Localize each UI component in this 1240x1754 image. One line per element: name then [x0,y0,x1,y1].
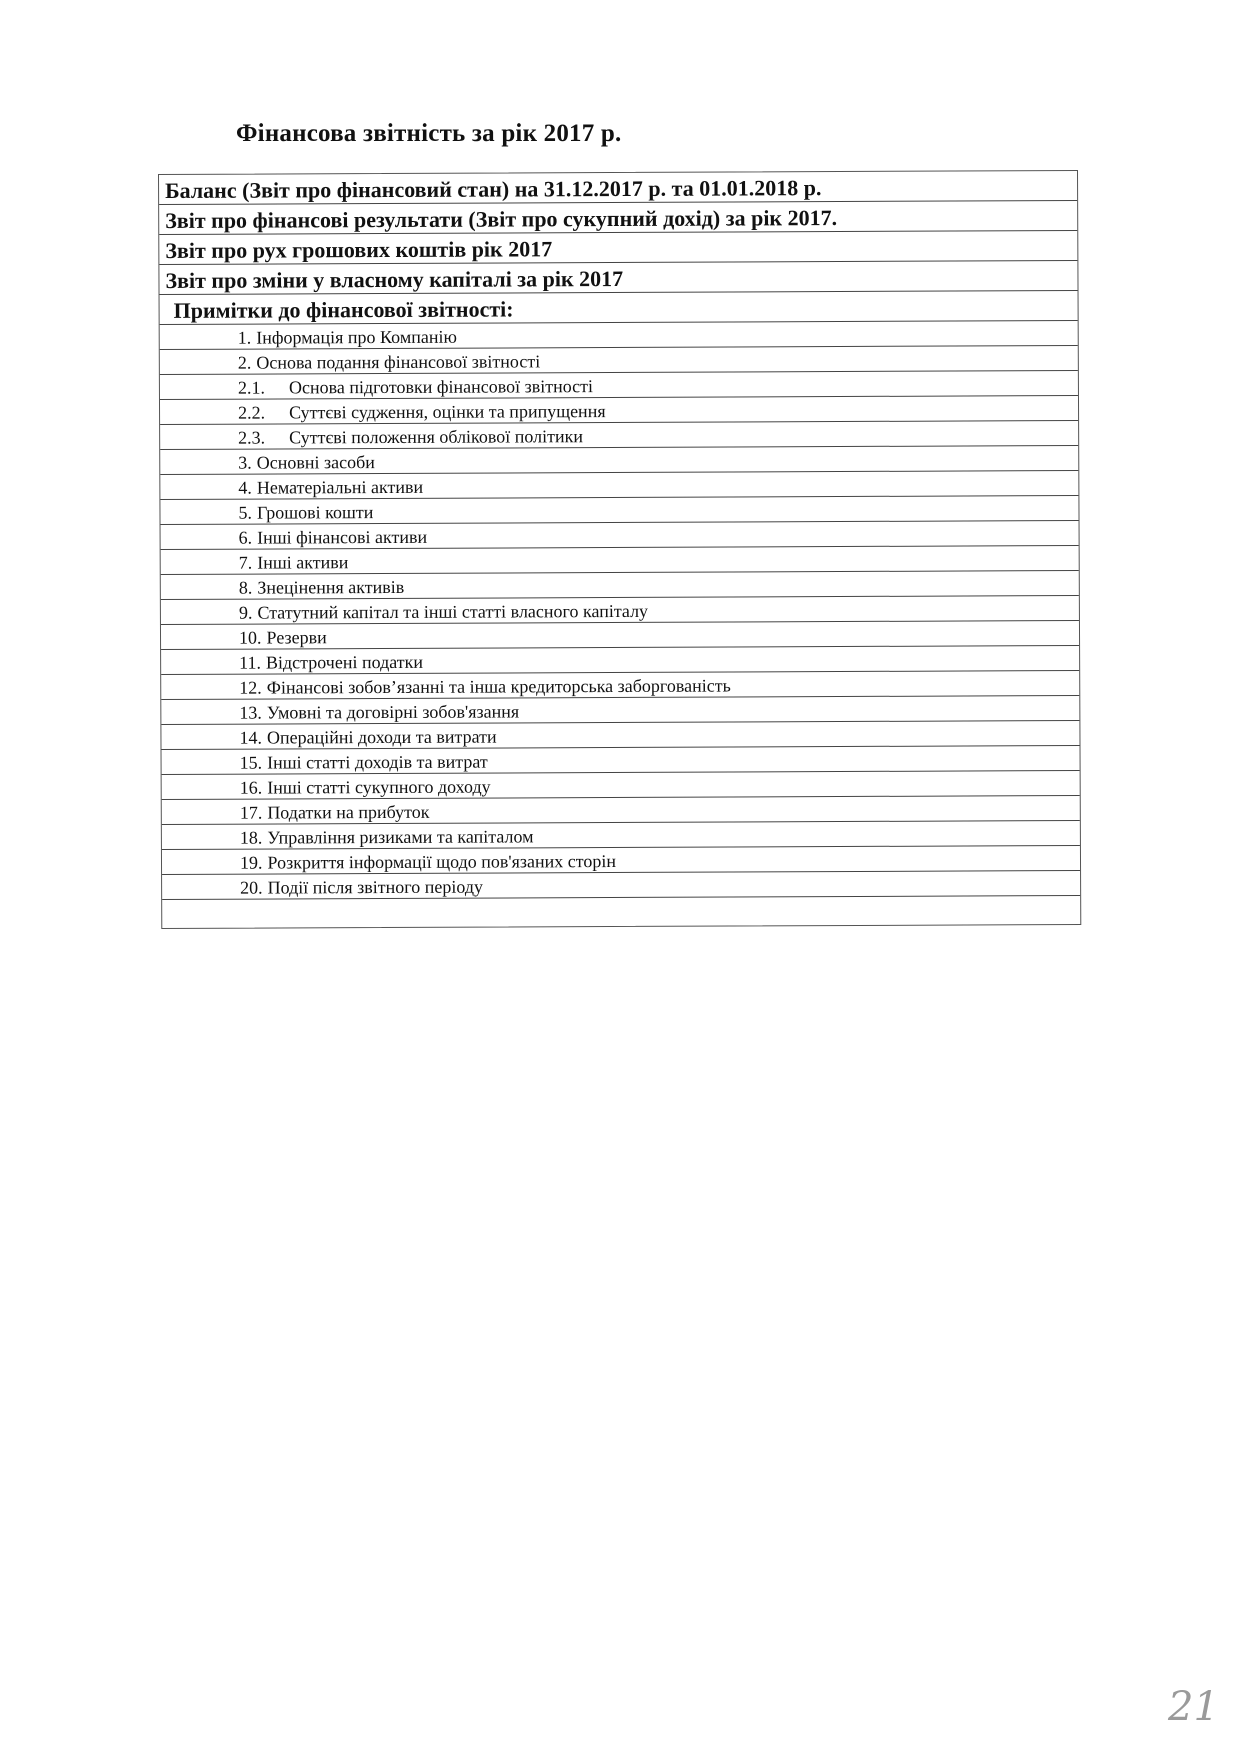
note-number: 19. [239,852,263,873]
note-number: 6. [238,527,253,548]
note-text: Відстрочені податки [265,651,424,673]
page-number: 21 [1168,1684,1219,1730]
note-text: Управління ризиками та капіталом [267,826,534,848]
note-text: Резерви [266,627,327,648]
note-text: Операційні доходи та витрати [266,726,497,748]
report-row: Звіт про фінансові результати (Звіт про сукупний дохід) за рік 2017. [159,201,1077,235]
empty-row [162,896,1080,928]
document-title: Фінансова звітність за рік 2017 р. [236,120,622,147]
note-number: 4. [238,477,252,498]
note-number: 1. [237,327,252,348]
note-text: Суттєві судження, оцінки та припущення [288,401,606,423]
report-row: Звіт про зміни у власному капіталі за рік 2017 [159,261,1077,295]
note-number: 11. [239,652,262,673]
notes-list [160,321,1081,900]
notes-heading: Примітки до фінансової звітності: [160,291,1078,325]
note-text: Розкриття інформації щодо пов'язаних сторін [267,851,617,873]
note-text: Інформація про Компанію [256,326,457,348]
report-row: Звіт про рух грошових коштів рік 2017 [159,231,1077,265]
note-text: Інші активи [257,552,349,573]
note-text: Фінансові зобов’язанні та інша кредиторська заборгованість [266,675,731,698]
note-text: Основа подання фінансової звітності [256,351,541,373]
note-number: 7. [238,552,253,573]
note-text: Суттєві положення облікової політики [289,426,584,448]
note-text: Статутний капітал та інші статті власного капіталу [257,600,649,623]
note-text: Події після звітного періоду [267,876,483,898]
note-number: 12. [239,677,262,698]
report-row: Баланс (Звіт про фінансовий стан) на 31.12.2017 р. та 01.01.2018 р. [159,171,1077,205]
note-number: 16. [239,777,263,798]
note-text: Інші фінансові активи [257,526,428,548]
note-text: Основні засоби [256,452,375,473]
note-number: 15. [239,752,263,773]
note-text: Умовні та договірні зобов'язання [266,701,520,723]
note-number: 3. [238,452,252,473]
note-number: 20. [240,877,263,898]
note-number: 2. [237,352,252,373]
note-number: 2.1. [237,377,265,398]
note-number: 5. [238,502,253,523]
note-text: Основа підготовки фінансової звітності [288,376,594,398]
note-number: 18. [239,827,263,848]
note-text: Нематеріальні активи [256,476,424,498]
note-number: 17. [239,802,263,823]
note-text: Інші статті доходів та витрат [267,751,488,773]
note-text: Знецінення активів [257,576,405,598]
contents-table [158,170,1081,929]
note-number: 10. [238,627,262,648]
note-number: 2.3. [238,427,266,448]
note-number: 9. [238,602,253,623]
note-text: Грошові кошти [256,502,374,523]
note-text: Інші статті сукупного доходу [267,776,491,798]
note-number: 8. [238,577,253,598]
note-number: 13. [239,702,262,723]
note-number: 14. [239,727,263,748]
note-number: 2.2. [237,402,266,423]
note-text: Податки на прибуток [267,801,430,823]
